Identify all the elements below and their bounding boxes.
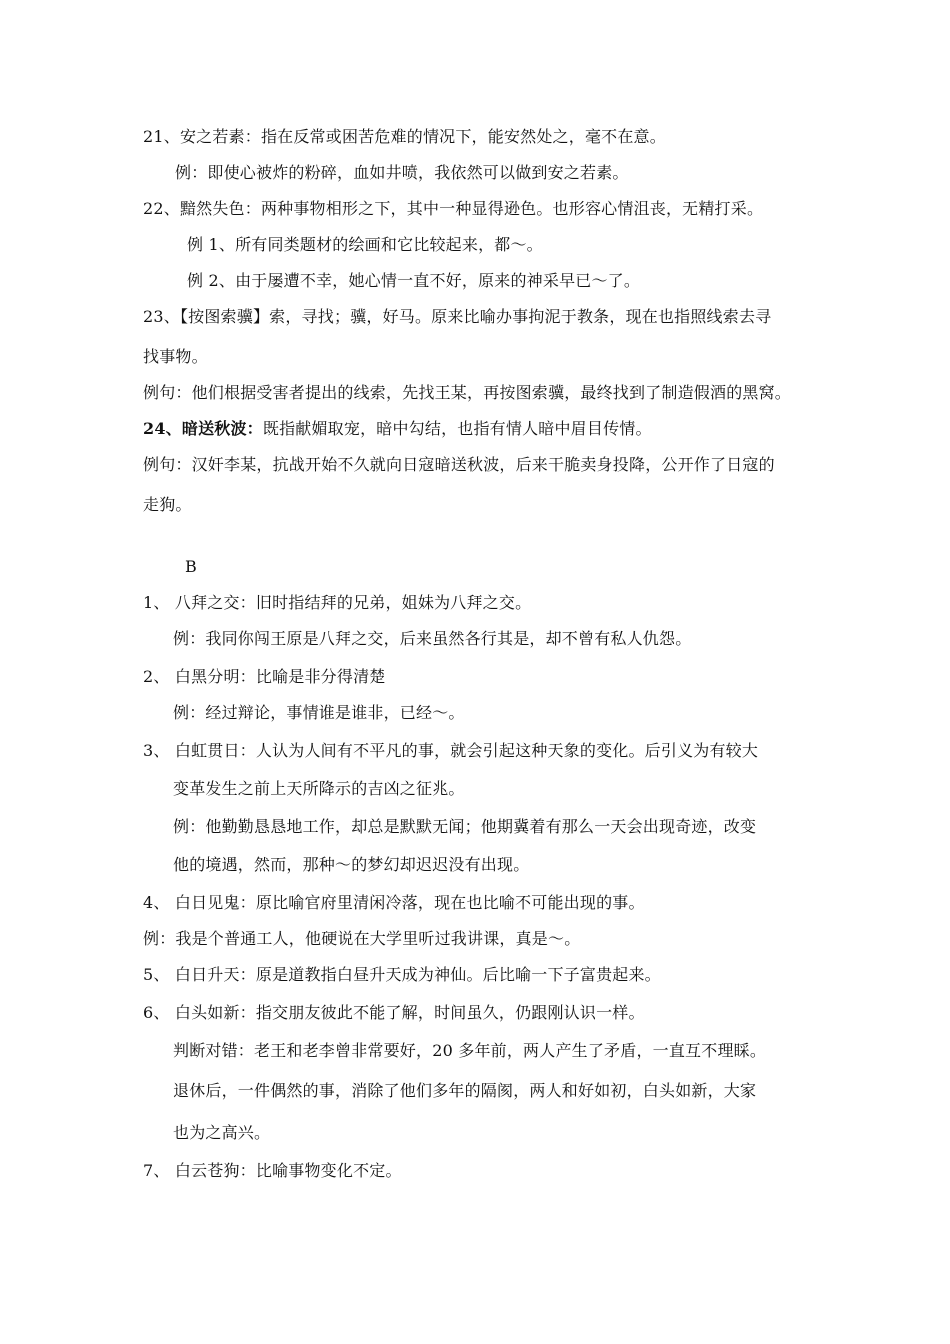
entry-b3-text: 3、 白虹贯日：人认为人间有不平凡的事，就会引起这种天象的变化。后引义为有较大 bbox=[143, 741, 759, 760]
entry-22-example-1: 例 1、所有同类题材的绘画和它比较起来，都～。 bbox=[187, 235, 543, 254]
entry-21-text: 21、安之若素：指在反常或困苦危难的情况下，能安然处之，毫不在意。 bbox=[143, 127, 666, 146]
section-heading-b: B bbox=[185, 557, 197, 576]
entry-21-example: 例：即使心被炸的粉碎，血如井喷，我依然可以做到安之若素。 bbox=[175, 163, 629, 182]
entry-b6-exercise-end: 也为之高兴。 bbox=[173, 1123, 271, 1142]
entry-b4-text: 4、 白日见鬼：原比喻官府里清闲冷落，现在也比喻不可能出现的事。 bbox=[143, 893, 645, 912]
entry-b6-exercise-continued: 退休后，一件偶然的事，消除了他们多年的隔阂，两人和好如初，白头如新，大家 bbox=[173, 1081, 757, 1100]
entry-b3-text-continued: 变革发生之前上天所降示的吉凶之征兆。 bbox=[173, 779, 465, 798]
entry-24-term: 24、暗送秋波： bbox=[143, 419, 263, 438]
entry-b2-example: 例：经过辩论，事情谁是谁非，已经～。 bbox=[173, 703, 465, 722]
entry-23-text-continued: 找事物。 bbox=[143, 347, 208, 366]
entry-b5-text: 5、 白日升天：原是道教指白昼升天成为神仙。后比喻一下子富贵起来。 bbox=[143, 965, 661, 984]
entry-b1-text: 1、 八拜之交：旧时指结拜的兄弟，姐妹为八拜之交。 bbox=[143, 593, 532, 612]
entry-b7-text: 7、 白云苍狗：比喻事物变化不定。 bbox=[143, 1161, 402, 1180]
entry-24-example-continued: 走狗。 bbox=[143, 495, 192, 514]
entry-b1-example: 例：我同你闯王原是八拜之交，后来虽然各行其是，却不曾有私人仇怨。 bbox=[173, 629, 692, 648]
entry-24-definition: 既指献媚取宠，暗中勾结，也指有情人暗中眉目传情。 bbox=[262, 419, 652, 438]
entry-24-text bbox=[143, 419, 652, 439]
entry-b3-example-continued: 他的境遇，然而，那种～的梦幻却迟迟没有出现。 bbox=[173, 855, 530, 874]
entry-23-text: 23、【按图索骥】索，寻找；骥，好马。原来比喻办事拘泥于教条，现在也指照线索去寻 bbox=[143, 307, 772, 326]
entry-b6-exercise: 判断对错：老王和老李曾非常要好，20 多年前，两人产生了矛盾，一直互不理睬。 bbox=[173, 1041, 767, 1060]
entry-22-example-2: 例 2、由于屡遭不幸，她心情一直不好，原来的神采早已～了。 bbox=[187, 271, 641, 290]
entry-23-example: 例句：他们根据受害者提出的线索，先找王某，再按图索骥，最终找到了制造假酒的黑窝。 bbox=[143, 383, 792, 402]
entry-b2-text: 2、 白黑分明：比喻是非分得清楚 bbox=[143, 667, 386, 686]
entry-22-text: 22、黯然失色：两种事物相形之下，其中一种显得逊色。也形容心情沮丧，无精打采。 bbox=[143, 199, 764, 218]
entry-b3-example: 例：他勤勤恳恳地工作，却总是默默无闻；他期冀着有那么一天会出现奇迹，改变 bbox=[173, 817, 757, 836]
entry-24-example: 例句：汉奸李某，抗战开始不久就向日寇暗送秋波，后来干脆卖身投降，公开作了日寇的 bbox=[143, 455, 775, 474]
entry-b6-text: 6、 白头如新：指交朋友彼此不能了解，时间虽久，仍跟刚认识一样。 bbox=[143, 1003, 645, 1022]
entry-b4-example: 例：我是个普通工人，他硬说在大学里听过我讲课，真是～。 bbox=[143, 929, 581, 948]
